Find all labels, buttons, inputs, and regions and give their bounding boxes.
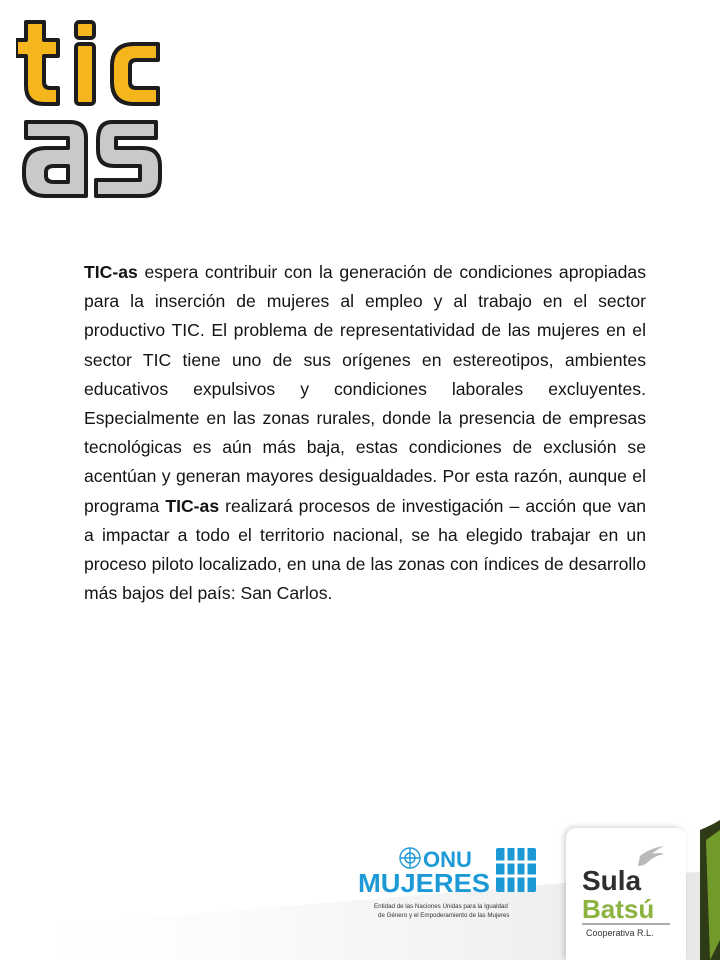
- onu-mujeres-logo: [356, 846, 542, 924]
- intro-paragraph: [84, 258, 646, 608]
- mujeres-text: MUJERES: [358, 868, 490, 898]
- tic-as-bold-1: TIC-as: [84, 262, 138, 282]
- tic-as-bold-2: TIC-as: [165, 495, 220, 516]
- tic-as-logo: [16, 14, 166, 204]
- cooperativa-text: Cooperativa R.L.: [586, 928, 654, 938]
- onu-caption-2: de Género y el Empoderamiento de las Mujeres: [378, 912, 510, 919]
- batsu-text: Batsú: [582, 894, 655, 924]
- un-emblem-icon: [400, 848, 420, 868]
- paragraph-text-1: espera contribuir con la generación de condiciones apropiadas para la inserción de mujeres al empleo y al trabajo en el sector productivo TIC. El problema de representatividad de las mujeres en el sector TIC tiene uno de sus orígenes en estereotipos, ambientes educativos expulsivos y condiciones laborales excluyentes. Especialmente en las zonas rurales, donde la presencia de empresas tecnológicas es aún más baja, estas condiciones de exclusión se acentúan y generan mayores desigualdades. Por esta razón, aunque el programa: [84, 262, 646, 516]
- logo-tic-word: [16, 22, 158, 104]
- onu-text: ONU: [423, 847, 472, 872]
- equality-grid-icon: [496, 848, 536, 892]
- sula-batsu-logo: [566, 828, 686, 960]
- hummingbird-icon: [638, 846, 664, 866]
- paragraph-text-2: realizará procesos de investigación – acción que van a impactar a todo el territorio nacional, se ha elegido trabajar en un proceso piloto localizado, en una de las zonas con índices de desarrollo más bajos del país: San Carlos.: [84, 495, 646, 604]
- onu-caption-1: Entidad de las Naciones Unidas para la Igualdad: [374, 903, 508, 910]
- logo-as-word: [24, 122, 160, 196]
- sula-text: Sula: [582, 865, 642, 896]
